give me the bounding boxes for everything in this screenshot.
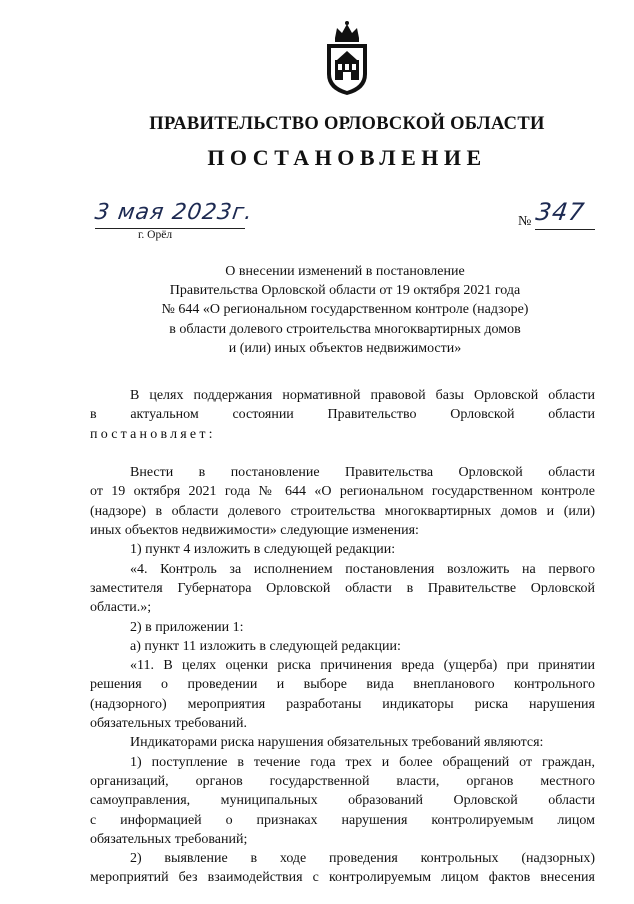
decree-number: 347	[534, 198, 587, 226]
body-line: от 19 октября 2021 года № 644 «О региональном государственном контроле	[90, 484, 595, 500]
body-line: Индикаторами риска нарушения обязательных требований являются:	[130, 735, 544, 751]
body-line: «11. В целях оценки риска причинения вреда (ущерба) при принятии	[130, 658, 595, 674]
city-label: г. Орёл	[138, 229, 173, 241]
body-line: 2) в приложении 1:	[130, 619, 244, 635]
body-line: Внести в постановление Правительства Орловской области	[130, 465, 595, 481]
paragraph-gap	[90, 444, 595, 463]
subject-line: № 644 «О региональном государственном контроле (надзоре)	[161, 302, 529, 318]
decree-body	[90, 386, 595, 888]
subject-line: Правительства Орловской области от 19 октября 2021 года	[169, 283, 521, 299]
body-line: 1) поступление в течение года трех и более обращений от граждан,	[130, 754, 595, 770]
body-line: В целях поддержания нормативной правовой базы Орловской области	[130, 388, 595, 403]
number-underline	[535, 229, 595, 230]
body-line: решения о проведении и выборе вида внепланового контрольного	[90, 677, 595, 693]
subject-line: в области долевого строительства многоквартирных домов	[169, 321, 521, 337]
body-line: обязательных требований.	[90, 716, 247, 732]
body-line: иных объектов недвижимости» следующие изменения:	[90, 523, 419, 539]
body-line: обязательных требований;	[90, 831, 248, 847]
decree-subject	[110, 262, 580, 358]
coat-of-arms-emblem	[321, 20, 373, 96]
subject-line: О внесении изменений в постановление	[225, 264, 465, 279]
subject-line: и (или) иных объектов недвижимости»	[228, 340, 462, 356]
body-line: области.»;	[90, 600, 152, 616]
body-line: с информацией о признаках нарушения контролируемым лицом	[90, 812, 595, 828]
body-line: 2) выявление в ходе проведения контрольных (надзорных)	[130, 851, 595, 867]
body-line: (надзорного) мероприятия разработаны индикаторы риска нарушения	[90, 696, 595, 712]
body-line: в актуальном состоянии Правительство Орловской области	[90, 407, 595, 423]
body-line: «4. Контроль за исполнением постановления возложить на первого	[130, 561, 595, 577]
body-line: заместителя Губернатора Орловской области в Правительстве Орловской	[90, 580, 595, 596]
body-line: самоуправления, муниципальных образований Орловской области	[90, 793, 595, 809]
body-line: мероприятий без взаимодействия с контролируемым лицом фактов внесения	[90, 870, 595, 886]
government-title: ПРАВИТЕЛЬСТВО ОРЛОВСКОЙ ОБЛАСТИ	[149, 114, 545, 134]
number-sign: №	[518, 214, 532, 229]
body-line: организаций, органов государственной власти, органов местного	[90, 773, 595, 789]
body-line: 1) пункт 4 изложить в следующей редакции:	[130, 542, 396, 558]
body-line: а) пункт 11 изложить в следующей редакции:	[130, 638, 401, 654]
document-type-title: ПОСТАНОВЛЕНИЕ	[207, 145, 487, 170]
decree-date: 3 мая 2023г.	[93, 200, 255, 225]
body-line-resolves: постановляет:	[90, 426, 216, 442]
body-line: (надзоре) в области долевого строительства многоквартирных домов и (или)	[90, 503, 595, 519]
